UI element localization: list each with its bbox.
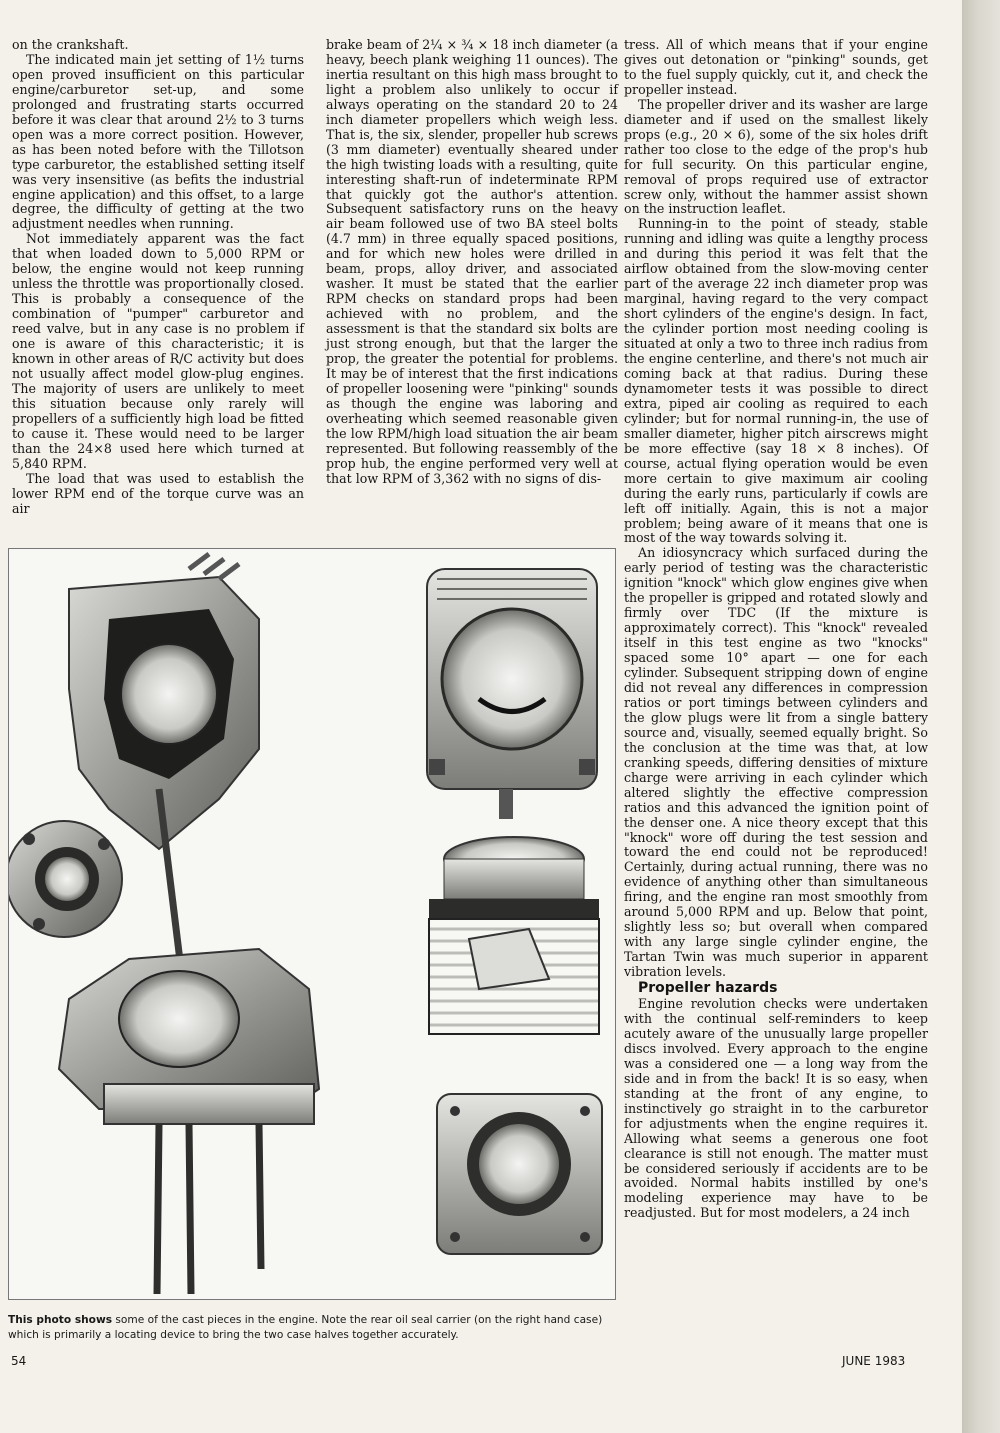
crankcase-half-bottom — [59, 949, 319, 1294]
paragraph: Engine revolution checks were undertaken with the continual self-reminders to keep acutely aware of the unusually large propeller discs involved. Every approach to the engine was a considered one — a long way from the side and in from the back! It is so easy, when standing at the front of any engine, to instinctively go straight in to the carburetor for adjustments when the engine requires it. Allowing what seems a generous one foot clearance is still not enough. The matter must be considered seriously if accidents are to be avoided. Normal habits instilled by one's modeling experience may have to be readjusted. But for most modelers, a 24 inch — [624, 996, 928, 1221]
caption-lead: This photo shows — [8, 1314, 113, 1326]
oil-seal-carrier — [9, 821, 122, 937]
section-heading: Propeller hazards — [638, 980, 778, 997]
text-column-3 — [624, 37, 928, 1221]
paragraph: Not immediately apparent was the fact that when loaded down to 5,000 RPM or below, the engine would not keep running unless the throttle was proportionally closed. This is probably a consequence of the combination of "pumper" carburetor and reed valve, but in any case is no problem if one is aware of this characteristic; it is known in other areas of R/C activity but does not usually affect model glow-plug engines. The majority of users are unlikely to meet this situation because only rarely will propellers of a sufficiently high load be fitted to cause it. These would need to be larger than the 24×8 used here which turned at 5,840 RPM. — [12, 231, 304, 471]
paragraph: An idiosyncracy which surfaced during the early period of testing was the characteristic ignition "knock" which glow engines give when the propeller is gripped and rotated slowly and firmly over TDC (If the mixture is approximately correct). This "knock" revealed itself in this test engine as two "knocks" spaced some 10° apart — one for each cylinder. Subsequent stripping down of engine did not reveal any differences in compression ratios or port timings between cylinders and the glow plugs were lit from a single battery source and, visually, seemed equally bright. So the conclusion at the time was that, at low cranking speeds, differing densities of mixture charge were arriving in each cylinder which altered slightly the effective compression ratios and this advanced the ignition point of the denser one. A nice theory except that this "knock" wore off during the test session and toward the end could not be reproduced! Certainly, during actual running, there was no evidence of anything other than simultaneous firing, and the engine ran most smoothly from around 5,000 RPM and up. Below that point, slightly less so; but overall when compared with any large single cylinder engine, the Tartan Twin was much superior in apparent vibration levels. — [624, 545, 928, 980]
paragraph: brake beam of 2¼ × ¾ × 18 inch diameter (a heavy, beech plank weighing 11 ounces). The inertia resultant on this high mass brought to light a problem also unlikely to occur if always operating on the standard 20 to 24 inch diameter propellers which weigh less. That is, the six, slender, propeller hub screws (3 mm diameter) eventually sheared under the high twisting loads with a resulting, quite interesting shaft-run of indeterminate RPM that quickly got the author's attention. Subsequent satisfactory runs on the heavy air beam followed use of two BA steel bolts (4.7 mm) in three equally spaced positions, and for which new holes were drilled in beam, props, alloy driver, and associated washer. It must be stated that the earlier RPM checks on standard props had been achieved with no problem, and the assessment is that the standard six bolts are just strong enough, but that the larger the prop, the greater the potential for problems. It may be of interest that the first indications of propeller loosening were "pinking" sounds as though the engine was laboring and overheating which seemed reasonable given the low RPM/high load situation the air beam represented. But following reassembly of the prop hub, the engine performed very well at that low RPM of 3,362 with no signs of dis- — [326, 37, 618, 486]
text-column-1 — [12, 38, 304, 517]
engine-parts-photo — [8, 548, 616, 1300]
paragraph: The indicated main jet setting of 1½ turns open proved insufficient on this particular engine/carburetor set-up, and some prolonged and frustrating starts occurred before it was clear that around 2½ to 3 turns open was a more correct position. However, as has been noted before with the Tillotson type carburetor, the established setting itself was very insensitive (as befits the industrial engine application) and this offset, to a large degree, the difficulty of getting at the two adjustment needles when running. — [12, 51, 304, 232]
paragraph: tress. All of which means that if your engine gives out detonation or "pinking" sounds, get to the fuel supply quickly, cut it, and check the propeller instead. — [624, 37, 928, 97]
text-column-2 — [326, 38, 618, 487]
paragraph: on the crankshaft. — [12, 37, 129, 52]
page-edge-shadow — [962, 0, 1000, 1433]
cylinder-flange — [437, 1094, 602, 1254]
paragraph: The load that was used to establish the lower RPM end of the torque curve was an air — [12, 470, 304, 516]
caption-text: some of the cast pieces in the engine. Note the rear oil seal carrier (on the right hand case) which is primarily a locating device to bring the two case halves together accurately. — [8, 1314, 603, 1341]
page-number: 54 — [11, 1354, 27, 1368]
finned-cylinder — [429, 837, 599, 1034]
cylinder-head — [427, 569, 597, 819]
engine-castings-illustration — [9, 549, 615, 1299]
paragraph: The propeller driver and its washer are large diameter and if used on the smallest likely props (e.g., 20 × 6), some of the six holes drift rather too close to the edge of the prop's hub for full security. On this particular engine, removal of props required use of extractor screw only, without the hammer assist shown on the instruction leaflet. — [624, 96, 928, 217]
photo-caption — [8, 1313, 620, 1343]
issue-date: JUNE 1983 — [842, 1354, 906, 1368]
paragraph: Running-in to the point of steady, stable running and idling was quite a lengthy process and during this period it was felt that the airflow obtained from the slow-moving center part of the average 22 inch diameter prop was marginal, having regard to the very compact short cylinders of the engine's design. In fact, the cylinder portion most needing cooling is situated at only a two to three inch radius from the engine centerline, and there's not much air coming back at that radius. During these dynamometer tests it was possible to direct extra, piped air cooling as required to each cylinder; but for normal running-in, the use of smaller diameter, higher pitch airscrews might be more effective (say 18 × 8 inches). Of course, actual flying operation would be even more certain to give maximum air cooling during the early runs, particularly if cowls are left off initially. Again, this is not a major problem; being aware of it means that one is most of the way towards solving it. — [624, 216, 928, 546]
